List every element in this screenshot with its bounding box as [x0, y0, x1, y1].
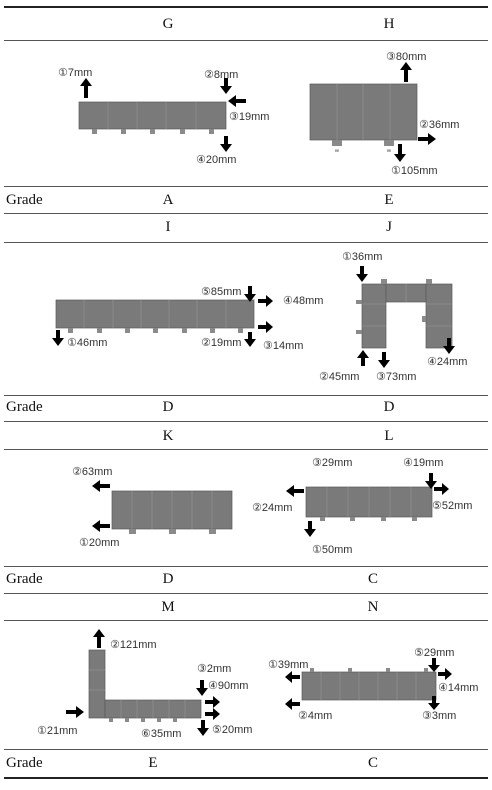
grade-value-m: E: [148, 755, 158, 771]
foot-mark: ": [387, 148, 391, 160]
header-top-rule: [4, 593, 488, 594]
header-top-rule: [4, 213, 488, 214]
grade-rule: [4, 749, 488, 750]
grade-rule: [4, 395, 488, 396]
arrow-right-icon: [438, 668, 452, 680]
diagram-i: [0, 242, 246, 388]
foot-mark: ": [335, 148, 339, 160]
label-i-2: ②19mm: [201, 337, 242, 349]
arrow-down-icon: [304, 521, 316, 537]
arrow-down-icon: [197, 720, 209, 736]
label-m-6: ⑥35mm: [141, 728, 182, 740]
label-m-4: ④90mm: [208, 680, 249, 692]
arrow-right-icon: [434, 483, 449, 495]
label-g-2: ②8mm: [204, 69, 239, 81]
grade-rule: [4, 186, 488, 187]
arrow-down-icon: [220, 136, 232, 152]
diagram-j: [246, 242, 492, 388]
arrow-down-icon: [196, 680, 208, 696]
arrow-right-icon: [205, 696, 220, 708]
label-h-2: ②36mm: [419, 119, 460, 131]
header-top-rule: [4, 421, 488, 422]
grade-value-h: E: [384, 192, 394, 208]
arrow-left-icon: [92, 480, 110, 492]
arrow-up-icon: [93, 629, 105, 648]
column-header-g: G: [162, 16, 174, 32]
label-g-3: ③19mm: [229, 111, 270, 123]
label-m-2: ②121mm: [110, 639, 157, 651]
column-header-l: L: [384, 428, 394, 444]
arrow-right-icon: [418, 133, 436, 145]
arrow-down-icon: [425, 473, 437, 489]
label-l-3: ③29mm: [312, 457, 353, 469]
arrow-up-icon: [357, 350, 369, 366]
label-j-1: ①36mm: [342, 251, 383, 263]
arrow-left-icon: [92, 520, 110, 532]
label-l-5: ⑤52mm: [432, 500, 473, 512]
grade-value-j: D: [383, 399, 395, 415]
label-h-1: ①105mm: [391, 165, 438, 177]
label-l-4: ④19mm: [403, 457, 444, 469]
column-header-k: K: [162, 428, 174, 444]
diagram-h: [246, 40, 492, 186]
diagram-m: [0, 620, 262, 745]
label-n-1: ①39mm: [268, 659, 309, 671]
label-j-2: ②45mm: [319, 371, 360, 383]
grade-label: Grade: [6, 571, 43, 587]
grade-label: Grade: [6, 192, 43, 208]
arrow-left-icon: [228, 95, 246, 107]
grade-value-i: D: [162, 399, 174, 415]
label-i-4: ④48mm: [283, 295, 324, 307]
arrow-down-icon: [356, 266, 368, 282]
diagram-l: [246, 449, 492, 564]
label-l-1: ①50mm: [312, 544, 353, 556]
column-header-i: I: [165, 219, 171, 235]
arrow-down-icon: [428, 658, 440, 672]
label-l-2: ②24mm: [252, 502, 293, 514]
label-n-2: ②4mm: [298, 710, 333, 722]
label-g-1: ①7mm: [58, 67, 93, 79]
arrow-down-icon: [52, 330, 64, 346]
diagram-n: [262, 620, 492, 745]
label-m-1: ①21mm: [37, 725, 78, 737]
table-top-rule: [4, 6, 488, 8]
label-k-1: ①20mm: [79, 537, 120, 549]
arrow-down-icon: [378, 352, 390, 368]
arrow-left-icon: [286, 485, 304, 497]
label-k-2: ②63mm: [72, 466, 113, 478]
column-header-m: M: [161, 599, 175, 615]
grade-value-k: D: [162, 571, 174, 587]
label-h-3: ③80mm: [386, 51, 427, 63]
column-header-h: H: [383, 16, 395, 32]
label-i-1: ①46mm: [67, 337, 108, 349]
grade-value-l: C: [367, 571, 379, 587]
grade-label: Grade: [6, 399, 43, 415]
label-m-3: ③2mm: [197, 663, 232, 675]
label-n-3: ③3mm: [422, 710, 457, 722]
grade-value-n: C: [367, 755, 379, 771]
label-i-5: ⑤85mm: [201, 286, 242, 298]
label-m-5: ⑤20mm: [212, 724, 253, 736]
arrow-left-icon: [285, 671, 300, 683]
arrow-right-icon: [66, 706, 84, 718]
label-j-4: ④24mm: [427, 356, 468, 368]
diagram-g: [0, 40, 270, 186]
label-j-3: ③73mm: [376, 371, 417, 383]
label-n-4: ④14mm: [438, 682, 479, 694]
table-bottom-rule: [4, 777, 488, 779]
arrow-up-icon: [400, 62, 412, 82]
arrow-up-icon: [80, 78, 92, 98]
column-header-n: N: [367, 599, 379, 615]
arrow-down-icon: [394, 144, 406, 162]
label-n-5: ⑤29mm: [414, 647, 455, 659]
label-g-4: ④20mm: [196, 154, 237, 166]
label-i-3: ③14mm: [263, 340, 304, 352]
grade-label: Grade: [6, 755, 43, 771]
diagram-k: [0, 449, 246, 564]
grade-value-g: A: [162, 192, 174, 208]
column-header-j: J: [386, 219, 392, 235]
arrow-left-icon: [285, 698, 300, 710]
arrow-right-icon: [205, 708, 220, 720]
grade-rule: [4, 566, 488, 567]
